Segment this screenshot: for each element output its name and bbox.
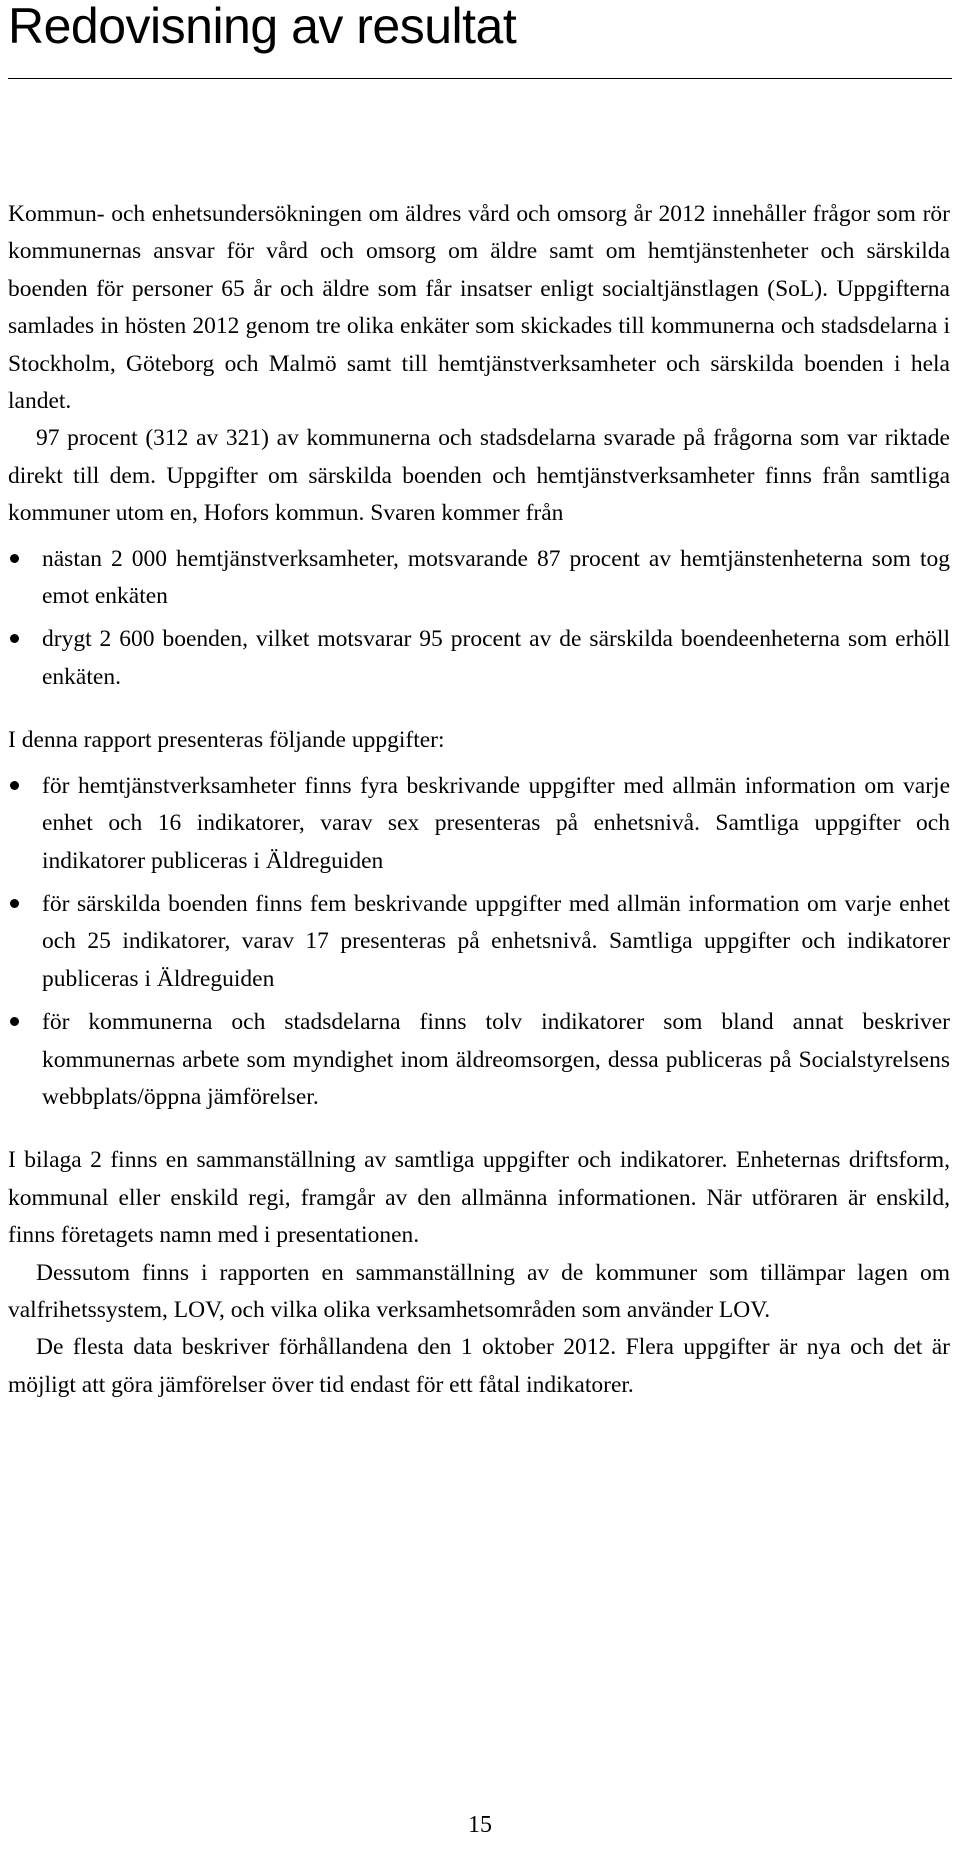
intro-paragraph: Kommun- och enhetsundersökningen om äldres vård och omsorg år 2012 innehåller frågor som rör kommunernas ansvar för vård och omsorg om äldre samt om hemtjänstenheter och särskilda boenden för personer 65 år och äldre som får insatser enligt socialtjänstlagen (SoL). Uppgifterna samlades in hösten 2012 genom tre olika enkäter som skickades till kommunerna och stadsdelarna i Stockholm, Göteborg och Malmö samt till hemtjänstverksamheter och särskilda boenden i hela landet. <box>8 201 950 415</box>
list-item: för särskilda boenden finns fem beskrivande uppgifter med allmän information om varje enhet och 25 indikatorer, varav 17 presenteras på enhetsnivå. Samtliga uppgifter och indikatorer publiceras i Äldreguiden <box>8 886 950 998</box>
bullet-icon <box>10 781 19 790</box>
report-list <box>8 768 950 1117</box>
report-lead: I denna rapport presenteras följande uppgifter: <box>8 727 445 754</box>
lov-paragraph: Dessutom finns i rapporten en sammanställning av de kommuner som tillämpar lagen om valfrihetssystem, LOV, och vilka olika verksamhetsområden som använder LOV. <box>8 1259 950 1323</box>
page-heading: Redovisning av resultat <box>8 0 517 54</box>
response-paragraph: 97 procent (312 av 321) av kommunerna och stadsdelarna svarade på frågorna som var riktade direkt till dem. Uppgifter om särskilda boenden och hemtjänstverksamheter finns från samtliga kommuner utom en, Hofors kommun. Svaren kommer från <box>8 425 950 527</box>
page-number: 15 <box>468 1812 492 1838</box>
bullet-icon <box>10 634 19 643</box>
list-item: drygt 2 600 boenden, vilket motsvarar 95 procent av de särskilda boendeenheterna som erhöll enkäten. <box>8 621 950 696</box>
heading-rule <box>8 78 952 79</box>
list-item: för hemtjänstverksamheter finns fyra beskrivande uppgifter med allmän information om varje enhet och 16 indikatorer, varav sex presenteras på enhetsnivå. Samtliga uppgifter och indikatorer publiceras i Äldreguiden <box>8 768 950 880</box>
list-item: för kommunerna och stadsdelarna finns tolv indikatorer som bland annat beskriver kommunernas arbete som myndighet inom äldreomsorgen, dessa publiceras på Socialstyrelsens webbplats/öppna jämförelser. <box>8 1004 950 1116</box>
response-list <box>8 541 950 697</box>
bullet-icon <box>10 899 19 908</box>
bullet-icon <box>10 1017 19 1026</box>
data-date-paragraph: De flesta data beskriver förhållandena den 1 oktober 2012. Flera uppgifter är nya och det är möjligt att göra jämförelser över tid endast för ett fåtal indikatorer. <box>8 1334 950 1398</box>
bullet-icon <box>10 554 19 563</box>
appendix-paragraph: I bilaga 2 finns en sammanställning av samtliga uppgifter och indikatorer. Enheternas driftsform, kommunal eller enskild regi, framgår av den allmänna informationen. När utföraren är enskild, finns företagets namn med i presentationen. <box>8 1147 950 1249</box>
body-text <box>8 196 950 1404</box>
list-item: nästan 2 000 hemtjänstverksamheter, motsvarande 87 procent av hemtjänstenheterna som tog emot enkäten <box>8 541 950 616</box>
